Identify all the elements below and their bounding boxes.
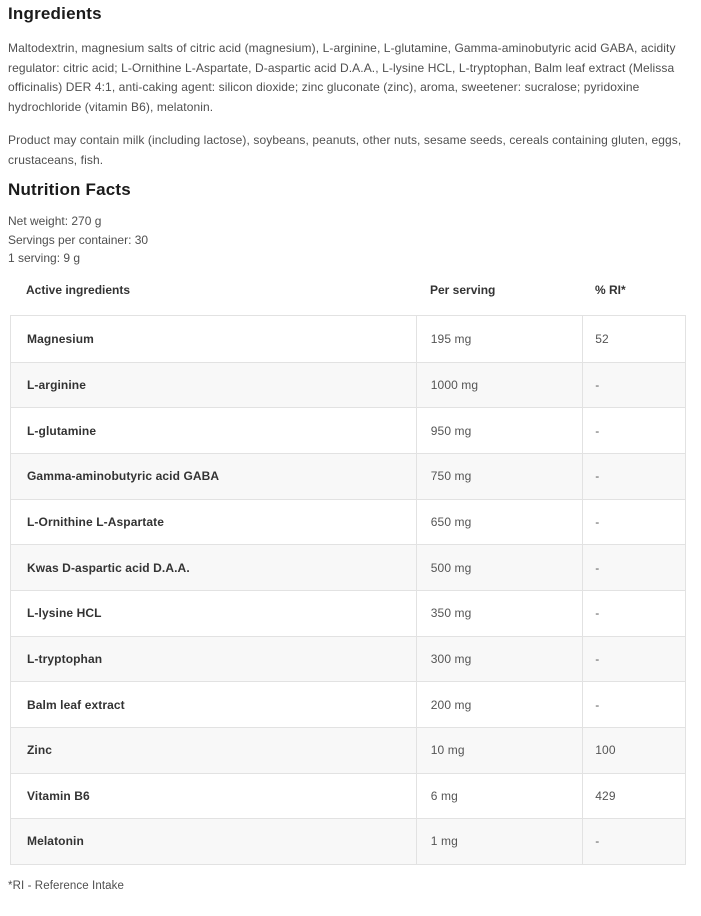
per-serving-cell-text: 10 mg (430, 743, 465, 758)
per-serving-cell-text: 350 mg (430, 606, 472, 621)
table-row (11, 636, 685, 682)
ingredient-name-cell-text: Zinc (27, 743, 53, 758)
per-serving-cell (416, 408, 583, 453)
ri-cell (582, 819, 685, 864)
servings-per-container-text: Servings per container: 30 (8, 232, 149, 247)
ingredient-name-cell (11, 545, 416, 590)
nutrition-table-header (10, 283, 686, 298)
ingredient-name-cell-text: Magnesium (27, 331, 94, 346)
ri-cell (582, 682, 685, 727)
ingredient-name-cell (11, 454, 416, 499)
table-row (11, 727, 685, 773)
ri-cell (582, 774, 685, 819)
ingredient-name-cell (11, 408, 416, 453)
ri-cell (582, 408, 685, 453)
ingredient-name-cell (11, 728, 416, 773)
per-serving-cell-text: 500 mg (430, 560, 472, 575)
ri-cell (582, 591, 685, 636)
ingredient-name-cell-text: L-glutamine (27, 423, 97, 438)
nutrition-facts-section-title: Nutrition Facts (8, 180, 131, 199)
ri-cell (582, 728, 685, 773)
ingredient-name-cell-text: Melatonin (27, 834, 84, 849)
per-serving-cell (416, 363, 583, 408)
per-serving-cell (416, 682, 583, 727)
allergens-text: Product may contain milk (including lactose), soybeans, peanuts, other nuts, sesame seeds, cereals containing gluten, eggs, crustaceans, fish. (8, 133, 682, 167)
ingredient-name-cell-text: L-tryptophan (27, 651, 103, 666)
ingredient-name-cell (11, 819, 416, 864)
per-serving-cell (416, 500, 583, 545)
ri-cell (582, 316, 685, 362)
ingredient-name-cell-text: L-lysine HCL (27, 606, 102, 621)
ri-cell-text: - (595, 651, 600, 666)
ingredient-name-cell (11, 500, 416, 545)
ri-cell-text: 429 (595, 788, 616, 803)
ingredients-composition-text: Maltodextrin, magnesium salts of citric acid (magnesium), L-arginine, L-glutamine, Gamma-aminobutyric acid GABA, acidity regulator: citric acid; L-Ornithine L-Aspartate, D-aspartic acid D.A.A., L-lysine HCL, L-tryptophan, Balm leaf extract (Melissa officinalis) DER 4:1, anti-caking agent: silicon dioxide; zinc gluconate (zinc), aroma, sweetener: sucralose; pyridoxine hydrochloride (vitamin B6), melatonin. (8, 41, 676, 114)
ri-cell (582, 454, 685, 499)
ingredient-name-cell (11, 591, 416, 636)
table-row (11, 407, 685, 453)
per-serving-cell (416, 728, 583, 773)
header-percent-ri: % RI* (595, 283, 626, 298)
per-serving-cell (416, 591, 583, 636)
per-serving-cell-text: 1000 mg (430, 378, 479, 393)
per-serving-cell-text: 300 mg (430, 651, 472, 666)
ri-cell-text: - (595, 606, 600, 621)
ri-cell (582, 637, 685, 682)
per-serving-cell (416, 316, 583, 362)
ingredient-name-cell-text: L-arginine (27, 378, 87, 393)
ingredient-name-cell (11, 316, 416, 362)
serving-size-text: 1 serving: 9 g (8, 251, 81, 266)
ingredient-name-cell-text: L-Ornithine L-Aspartate (27, 514, 164, 529)
ri-cell (582, 363, 685, 408)
ingredient-name-cell-text: Gamma-aminobutyric acid GABA (27, 469, 220, 484)
ingredient-name-cell (11, 682, 416, 727)
header-per-serving: Per serving (430, 283, 496, 298)
per-serving-cell-text: 950 mg (430, 423, 472, 438)
serving-info-block (8, 212, 693, 268)
ri-cell-text: 100 (595, 743, 616, 758)
table-row (11, 316, 685, 362)
per-serving-cell-text: 195 mg (430, 331, 472, 346)
ri-cell-text: - (595, 560, 600, 575)
ingredient-name-cell-text: Vitamin B6 (27, 788, 90, 803)
ingredient-name-cell-text: Kwas D-aspartic acid D.A.A. (27, 560, 190, 575)
ingredient-name-cell-text: Balm leaf extract (27, 697, 125, 712)
per-serving-cell-text: 650 mg (430, 514, 472, 529)
ingredient-name-cell (11, 363, 416, 408)
ri-cell (582, 545, 685, 590)
per-serving-cell (416, 545, 583, 590)
ri-cell-text: - (595, 834, 600, 849)
header-active-ingredients: Active ingredients (26, 283, 131, 298)
per-serving-cell-text: 750 mg (430, 469, 472, 484)
per-serving-cell-text: 1 mg (430, 834, 458, 849)
reference-intake-footnote: *RI - Reference Intake (8, 879, 124, 892)
ri-cell-text: - (595, 697, 600, 712)
per-serving-cell-text: 6 mg (430, 788, 458, 803)
per-serving-cell (416, 774, 583, 819)
ri-cell-text: - (595, 514, 600, 529)
table-row (11, 362, 685, 408)
per-serving-cell (416, 454, 583, 499)
ingredients-section-title: Ingredients (8, 4, 102, 23)
ri-cell-text: - (595, 378, 600, 393)
ingredient-name-cell (11, 637, 416, 682)
table-row (11, 453, 685, 499)
table-row (11, 773, 685, 819)
table-row (11, 590, 685, 636)
ri-cell-text: - (595, 469, 600, 484)
ri-cell-text: - (595, 423, 600, 438)
nutrition-table-body (10, 315, 686, 865)
table-row (11, 818, 685, 864)
table-row (11, 681, 685, 727)
table-row (11, 544, 685, 590)
per-serving-cell-text: 200 mg (430, 697, 472, 712)
per-serving-cell (416, 637, 583, 682)
net-weight-text: Net weight: 270 g (8, 214, 102, 228)
table-row (11, 499, 685, 545)
ingredient-name-cell (11, 774, 416, 819)
ri-cell (582, 500, 685, 545)
per-serving-cell (416, 819, 583, 864)
ri-cell-text: 52 (595, 331, 609, 346)
nutrition-table (10, 283, 686, 865)
